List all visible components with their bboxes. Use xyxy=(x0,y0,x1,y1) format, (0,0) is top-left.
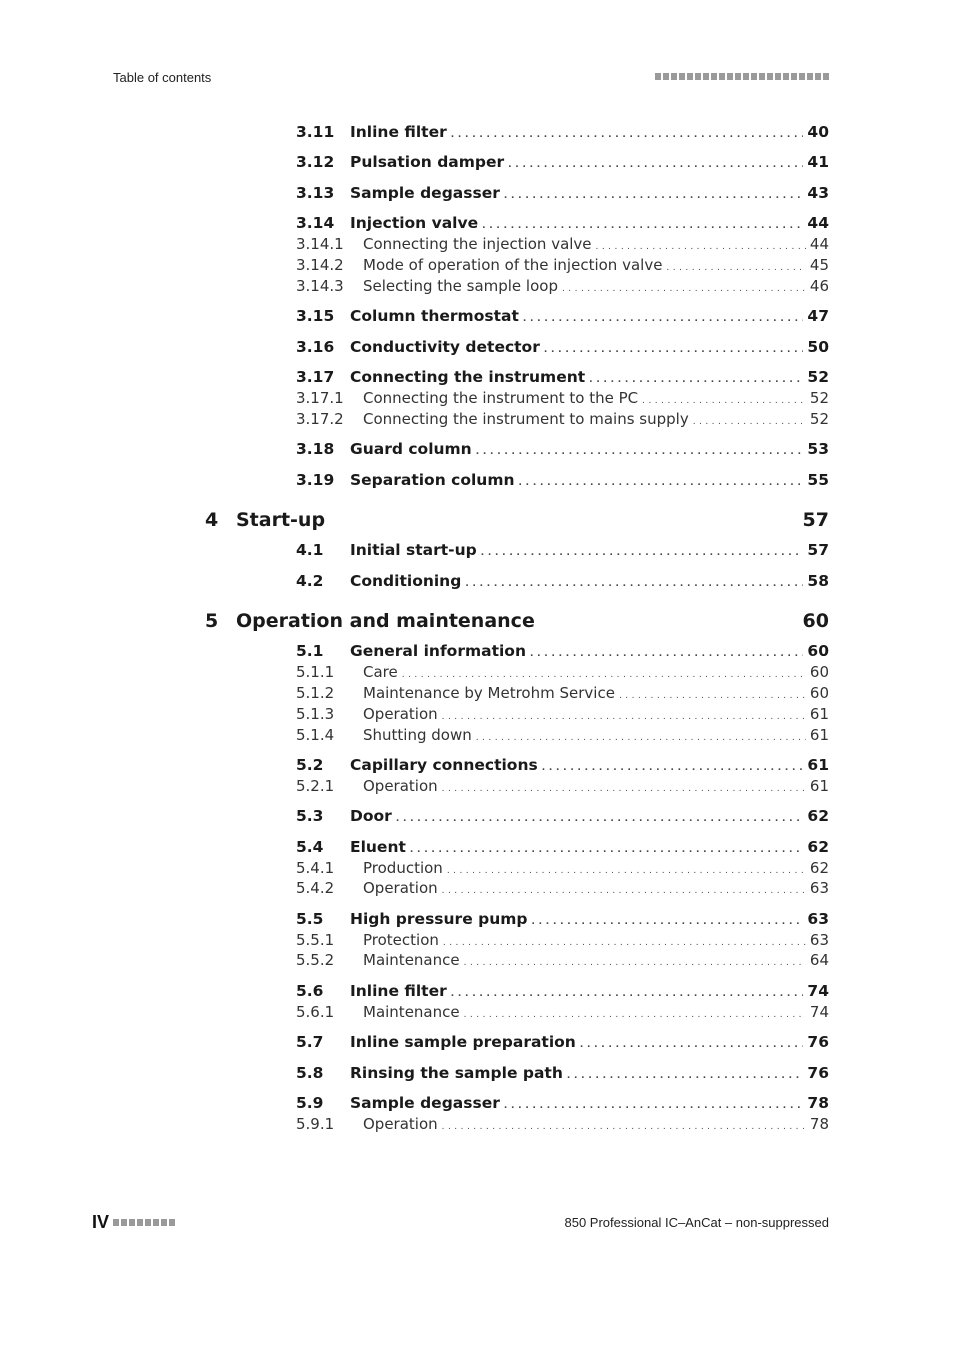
toc-entry[interactable] xyxy=(296,642,829,664)
toc-chapter[interactable] xyxy=(205,610,829,636)
footer-decoration xyxy=(113,1219,175,1226)
decorative-square xyxy=(751,73,757,80)
dot-leader xyxy=(442,705,806,723)
dot-leader xyxy=(508,153,803,171)
toc-entry[interactable] xyxy=(296,879,829,901)
decorative-square xyxy=(815,73,821,80)
toc-entry-page: 63 xyxy=(807,910,829,928)
dot-leader xyxy=(482,214,803,232)
dot-leader xyxy=(544,338,804,356)
toc-entry-title: Connecting the instrument xyxy=(350,368,586,386)
toc-entry[interactable] xyxy=(296,368,829,390)
toc-entry-page: 61 xyxy=(809,726,829,744)
toc-entry-page: 64 xyxy=(809,951,829,969)
toc-entry[interactable] xyxy=(296,1094,829,1116)
toc-entry-number: 5.4 xyxy=(296,838,324,856)
decorative-square xyxy=(153,1219,159,1226)
toc-entry-page: 76 xyxy=(807,1064,829,1082)
toc-entry[interactable] xyxy=(296,684,829,706)
toc-entry[interactable] xyxy=(296,389,829,411)
toc-entry-number: 5.1.2 xyxy=(296,684,335,702)
toc-entry-page: 57 xyxy=(807,541,829,559)
decorative-square xyxy=(743,73,749,80)
toc-entry-title: General information xyxy=(350,642,526,660)
decorative-square xyxy=(687,73,693,80)
dot-leader xyxy=(442,777,806,795)
decorative-square xyxy=(663,73,669,80)
decorative-square xyxy=(807,73,813,80)
dot-leader xyxy=(589,368,803,386)
toc-entry-number: 3.12 xyxy=(296,153,335,171)
toc-entry-title: Sample degasser xyxy=(350,1094,500,1112)
decorative-square xyxy=(735,73,741,80)
dot-leader xyxy=(642,389,806,407)
running-header: Table of contents xyxy=(113,70,212,85)
toc-entry[interactable] xyxy=(296,214,829,236)
toc-entry-title: Separation column xyxy=(350,471,515,489)
decorative-square xyxy=(823,73,829,80)
toc-entry-title: Inline sample preparation xyxy=(350,1033,576,1051)
toc-entry-number: 3.17.2 xyxy=(296,410,344,428)
dot-leader xyxy=(402,663,806,681)
toc-entry[interactable] xyxy=(296,807,829,829)
toc-entry-number: 3.19 xyxy=(296,471,335,489)
toc-entry-page: 62 xyxy=(809,859,829,877)
decorative-square xyxy=(719,73,725,80)
toc-entry-number: 5.9.1 xyxy=(296,1115,335,1133)
dot-leader xyxy=(410,838,804,856)
dot-leader xyxy=(442,1115,806,1133)
toc-entry[interactable] xyxy=(296,235,829,257)
dot-leader xyxy=(530,642,803,660)
toc-entry-title: Connecting the injection valve xyxy=(363,235,592,253)
toc-entry-number: 5.2.1 xyxy=(296,777,335,795)
toc-entry-title: Protection xyxy=(363,931,439,949)
toc-entry-page: 46 xyxy=(809,277,829,295)
decorative-square xyxy=(695,73,701,80)
dot-leader xyxy=(396,807,804,825)
toc-entry-number: 5.3 xyxy=(296,807,324,825)
toc-entry[interactable] xyxy=(296,277,829,299)
decorative-square xyxy=(169,1219,175,1226)
toc-entry-title: Operation and maintenance xyxy=(236,610,535,632)
toc-entry-page: 50 xyxy=(807,338,829,356)
dot-leader xyxy=(619,684,806,702)
toc-entry-page: 60 xyxy=(809,663,829,681)
toc-entry-title: Inline filter xyxy=(350,982,447,1000)
toc-entry-page: 76 xyxy=(807,1033,829,1051)
toc-entry[interactable] xyxy=(296,705,829,727)
toc-entry-title: Pulsation damper xyxy=(350,153,505,171)
toc-entry-page: 63 xyxy=(809,931,829,949)
toc-entry-number: 3.11 xyxy=(296,123,335,141)
dot-leader xyxy=(531,910,803,928)
toc-entry-number: 3.14.1 xyxy=(296,235,344,253)
toc-entry[interactable] xyxy=(296,1064,829,1086)
toc-entry[interactable] xyxy=(296,123,829,145)
toc-entry-number: 5.5 xyxy=(296,910,324,928)
toc-entry[interactable] xyxy=(296,440,829,462)
decorative-square xyxy=(711,73,717,80)
toc-entry-number: 5.1 xyxy=(296,642,324,660)
decorative-square xyxy=(679,73,685,80)
decorative-square xyxy=(799,73,805,80)
toc-entry-title: Column thermostat xyxy=(350,307,519,325)
toc-entry-number: 5 xyxy=(205,610,219,632)
toc-entry-page: 47 xyxy=(807,307,829,325)
toc-entry-title: Start-up xyxy=(236,509,326,531)
toc-entry-number: 3.14.2 xyxy=(296,256,344,274)
toc-entry-page: 40 xyxy=(807,123,829,141)
toc-entry-title: Eluent xyxy=(350,838,406,856)
toc-entry-title: Guard column xyxy=(350,440,472,458)
dot-leader xyxy=(519,471,804,489)
toc-entry-page: 62 xyxy=(807,807,829,825)
toc-chapter[interactable] xyxy=(205,509,829,535)
toc-entry-title: Production xyxy=(363,859,443,877)
toc-entry-title: Operation xyxy=(363,879,438,897)
toc-entry[interactable] xyxy=(296,256,829,278)
toc-entry-number: 5.1.4 xyxy=(296,726,335,744)
toc-entry-number: 4 xyxy=(205,509,219,531)
decorative-square xyxy=(671,73,677,80)
toc-entry-number: 5.4.1 xyxy=(296,859,335,877)
toc-entry-number: 5.1.3 xyxy=(296,705,335,723)
toc-entry[interactable] xyxy=(296,910,829,932)
toc-entry[interactable] xyxy=(296,471,829,493)
toc-entry[interactable] xyxy=(296,951,829,973)
toc-entry-number: 5.6.1 xyxy=(296,1003,335,1021)
dot-leader xyxy=(476,440,804,458)
toc-entry-page: 78 xyxy=(809,1115,829,1133)
toc-entry-number: 3.14.3 xyxy=(296,277,344,295)
dot-leader xyxy=(542,756,804,774)
toc-entry-page: 74 xyxy=(807,982,829,1000)
toc-entry-page: 61 xyxy=(809,705,829,723)
dot-leader xyxy=(666,256,805,274)
toc-entry-title: Operation xyxy=(363,705,438,723)
toc-entry-title: Inline filter xyxy=(350,123,447,141)
toc-entry[interactable] xyxy=(296,756,829,778)
toc-entry-title: Sample degasser xyxy=(350,184,500,202)
dot-leader xyxy=(442,879,806,897)
toc-entry-page: 58 xyxy=(807,572,829,590)
toc-entry-title: Mode of operation of the injection valve xyxy=(363,256,663,274)
toc-entry-number: 5.1.1 xyxy=(296,663,335,681)
toc-entry-number: 3.17 xyxy=(296,368,335,386)
dot-leader xyxy=(567,1064,804,1082)
decorative-square xyxy=(767,73,773,80)
toc-entry-title: High pressure pump xyxy=(350,910,528,928)
toc-entry-number: 5.5.1 xyxy=(296,931,335,949)
toc-entry[interactable] xyxy=(296,184,829,206)
toc-entry-title: Injection valve xyxy=(350,214,479,232)
toc-entry-number: 3.13 xyxy=(296,184,335,202)
toc-entry-page: 74 xyxy=(809,1003,829,1021)
toc-entry-title: Connecting the instrument to mains supply xyxy=(363,410,689,428)
decorative-square xyxy=(161,1219,167,1226)
toc-entry-number: 4.1 xyxy=(296,541,324,559)
toc-entry[interactable] xyxy=(296,982,829,1004)
toc-entry-number: 5.9 xyxy=(296,1094,324,1112)
toc-entry-page: 60 xyxy=(809,684,829,702)
toc-entry[interactable] xyxy=(296,859,829,881)
toc-entry-page: 52 xyxy=(807,368,829,386)
dot-leader xyxy=(476,726,806,744)
toc-entry[interactable] xyxy=(296,338,829,360)
toc-entry-title: Conductivity detector xyxy=(350,338,540,356)
toc-entry[interactable] xyxy=(296,777,829,799)
toc-entry-page: 61 xyxy=(807,756,829,774)
toc-entry-page: 52 xyxy=(809,410,829,428)
toc-entry-page: 44 xyxy=(807,214,829,232)
toc-entry-page: 61 xyxy=(809,777,829,795)
toc-entry-page: 52 xyxy=(809,389,829,407)
toc-entry-page: 57 xyxy=(802,509,829,531)
toc-entry-page: 44 xyxy=(809,235,829,253)
decorative-square xyxy=(129,1219,135,1226)
toc-entry-title: Rinsing the sample path xyxy=(350,1064,563,1082)
decorative-square xyxy=(703,73,709,80)
dot-leader xyxy=(465,572,803,590)
toc-entry[interactable] xyxy=(296,1115,829,1137)
toc-entry-title: Initial start-up xyxy=(350,541,477,559)
toc-entry-page: 78 xyxy=(807,1094,829,1112)
toc-entry-title: Operation xyxy=(363,777,438,795)
dot-leader xyxy=(451,982,804,1000)
toc-entry-number: 3.14 xyxy=(296,214,335,232)
toc-entry-page: 55 xyxy=(807,471,829,489)
toc-entry-title: Maintenance xyxy=(363,951,460,969)
toc-entry-page: 53 xyxy=(807,440,829,458)
toc-entry-page: 41 xyxy=(807,153,829,171)
toc-entry-number: 3.16 xyxy=(296,338,335,356)
decorative-square xyxy=(137,1219,143,1226)
toc-entry-number: 5.5.2 xyxy=(296,951,335,969)
toc-entry-page: 60 xyxy=(802,610,829,632)
decorative-square xyxy=(775,73,781,80)
toc-entry[interactable] xyxy=(296,663,829,685)
toc-entry-title: Maintenance by Metrohm Service xyxy=(363,684,615,702)
decorative-square xyxy=(783,73,789,80)
toc-entry-title: Care xyxy=(363,663,398,681)
toc-entry-title: Conditioning xyxy=(350,572,462,590)
toc-entry-page: 63 xyxy=(809,879,829,897)
toc-entry[interactable] xyxy=(296,307,829,329)
toc-entry-page: 60 xyxy=(807,642,829,660)
decorative-square xyxy=(655,73,661,80)
toc-entry[interactable] xyxy=(296,838,829,860)
toc-entry-title: Maintenance xyxy=(363,1003,460,1021)
toc-entry[interactable] xyxy=(296,931,829,953)
toc-entry-title: Connecting the instrument to the PC xyxy=(363,389,639,407)
decorative-square xyxy=(727,73,733,80)
dot-leader xyxy=(596,235,806,253)
header-decoration xyxy=(655,73,829,80)
toc-entry-title: Door xyxy=(350,807,392,825)
dot-leader xyxy=(464,1003,806,1021)
toc-entry-title: Capillary connections xyxy=(350,756,538,774)
product-name: 850 Professional IC–AnCat – non-suppressed xyxy=(564,1215,829,1230)
dot-leader xyxy=(464,951,806,969)
toc-entry[interactable] xyxy=(296,410,829,432)
page-number: IV xyxy=(92,1212,110,1232)
decorative-square xyxy=(759,73,765,80)
dot-leader xyxy=(447,859,806,877)
toc-entry-number: 5.8 xyxy=(296,1064,324,1082)
toc-entry-number: 3.15 xyxy=(296,307,335,325)
decorative-square xyxy=(145,1219,151,1226)
toc-entry-number: 3.17.1 xyxy=(296,389,344,407)
dot-leader xyxy=(693,410,806,428)
dot-leader xyxy=(562,277,806,295)
dot-leader xyxy=(504,1094,804,1112)
toc-entry-number: 5.4.2 xyxy=(296,879,335,897)
toc-entry-title: Selecting the sample loop xyxy=(363,277,558,295)
toc-entry-title: Shutting down xyxy=(363,726,472,744)
dot-leader xyxy=(443,931,806,949)
dot-leader xyxy=(481,541,804,559)
dot-leader xyxy=(451,123,804,141)
decorative-square xyxy=(121,1219,127,1226)
decorative-square xyxy=(791,73,797,80)
toc-entry-title: Operation xyxy=(363,1115,438,1133)
toc-entry-number: 3.18 xyxy=(296,440,335,458)
toc-entry-page: 43 xyxy=(807,184,829,202)
dot-leader xyxy=(580,1033,804,1051)
decorative-square xyxy=(113,1219,119,1226)
toc-entry[interactable] xyxy=(296,726,829,748)
toc-entry-number: 5.7 xyxy=(296,1033,324,1051)
toc-entry[interactable] xyxy=(296,572,829,594)
dot-leader xyxy=(523,307,804,325)
dot-leader xyxy=(504,184,804,202)
toc-entry-number: 5.2 xyxy=(296,756,324,774)
toc-entry-number: 4.2 xyxy=(296,572,324,590)
toc-entry-page: 62 xyxy=(807,838,829,856)
toc-entry[interactable] xyxy=(296,541,829,563)
toc-entry[interactable] xyxy=(296,1033,829,1055)
toc-entry-page: 45 xyxy=(809,256,829,274)
toc-entry[interactable] xyxy=(296,1003,829,1025)
toc-entry[interactable] xyxy=(296,153,829,175)
toc-entry-number: 5.6 xyxy=(296,982,324,1000)
